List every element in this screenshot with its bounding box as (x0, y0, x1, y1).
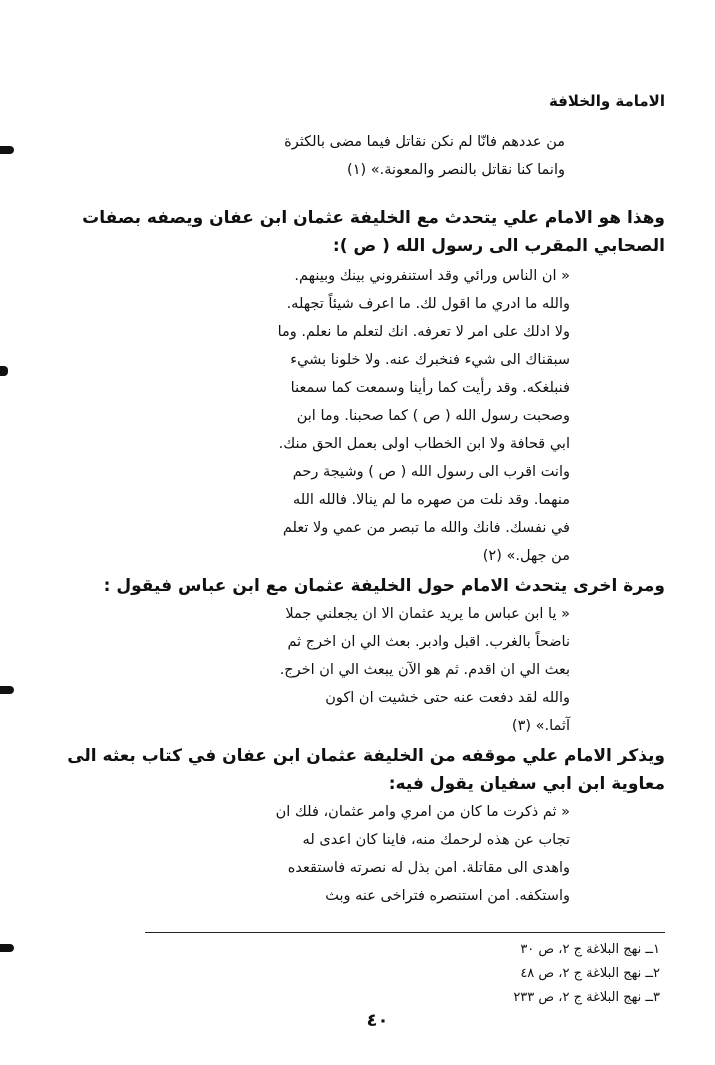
quote-line: ناضحاً بالغرب. اقبل وادبر. بعث الي ان اخرج ثم (287, 634, 570, 650)
paragraph-line: وهذا هو الامام علي يتحدث مع الخليفة عثمان ابن عفان ويصفه بصفات (82, 208, 665, 228)
scan-edge-mark (0, 366, 8, 376)
quote-line: فنبلغكه. وقد رأيت كما رأينا وسمعت كما سمعنا (290, 380, 570, 396)
quote-line: آثما.» (٣) (511, 718, 570, 734)
scan-edge-mark (0, 686, 14, 694)
running-header: الامامة والخلافة (548, 92, 665, 110)
paragraph-line: الصحابي المقرب الى رسول الله ( ص ): (332, 236, 665, 256)
quote-line: من جهل.» (٢) (482, 548, 570, 564)
quote-line: ابي قحافة ولا ابن الخطاب اولى بعمل الحق منك. (278, 436, 570, 452)
footnote: ١ــ نهج البلاغة ج ٢، ص ٣٠ (520, 942, 660, 957)
quote-line: بعث الي ان اقدم. ثم هو الآن يبعث الي ان اخرج. (279, 662, 570, 678)
quote-line: والله ما ادري ما اقول لك. ما اعرف شيئاً تجهله. (286, 296, 570, 312)
quote-line: وانت اقرب الى رسول الله ( ص ) وشيجة رحم (292, 464, 570, 480)
scan-edge-mark (0, 146, 14, 154)
paragraph-line: ويذكر الامام علي موقفه من الخليفة عثمان ابن عفان في كتاب بعثه الى (67, 746, 665, 766)
quote-line: في نفسك. فانك والله ما تبصر من عمي ولا تعلم (282, 520, 570, 536)
quote-line: « ان الناس ورائي وقد استنفروني بينك وبينهم. (294, 268, 570, 284)
quote-line: وصحبت رسول الله ( ص ) كما صحبنا. وما ابن (296, 408, 570, 424)
quote-line: واهدى الى مقاتلة. امن بذل له نصرته فاستقعده (287, 860, 570, 876)
quote-line: ولا ادلك على امر لا تعرفه. انك لتعلم ما نعلم. وما (277, 324, 570, 340)
quote-line: سبقناك الى شيء فنخبرك عنه. ولا خلونا بشيء (290, 352, 570, 368)
quote-line: تجاب عن هذه لرحمك منه، فاينا كان اعدى له (302, 832, 570, 848)
paragraph-line: معاوية ابن ابي سفيان يقول فيه: (388, 774, 665, 794)
quote-line: « ثم ذكرت ما كان من امري وامر عثمان، فلك ان (275, 804, 570, 820)
quote-line: منهما. وقد نلت من صهره ما لم ينالا. فالله الله (292, 492, 570, 508)
footnote: ٢ــ نهج البلاغة ج ٢، ص ٤٨ (520, 966, 660, 981)
footnote: ٣ــ نهج البلاغة ج ٢، ص ٢٣٣ (513, 990, 660, 1005)
footnote-divider (145, 932, 665, 933)
paragraph-line: ومرة اخرى يتحدث الامام حول الخليفة عثمان مع ابن عباس فيقول : (103, 576, 665, 596)
quote-line: وانما كنا نقاتل بالنصر والمعونة.» (١) (347, 162, 565, 178)
page-number: ٤٠ (366, 1010, 389, 1031)
quote-line: من عددهم فانّا لم نكن نقاتل فيما مضى بالكثرة (284, 134, 565, 150)
scan-edge-mark (0, 944, 14, 952)
quote-line: واستكفه. امن استنصره فتراخى عنه وبث (325, 888, 570, 904)
quote-line: والله لقد دفعت عنه حتى خشيت ان اكون (325, 690, 570, 706)
quote-line: « يا ابن عباس ما يريد عثمان الا ان يجعلني جملا (285, 606, 570, 622)
